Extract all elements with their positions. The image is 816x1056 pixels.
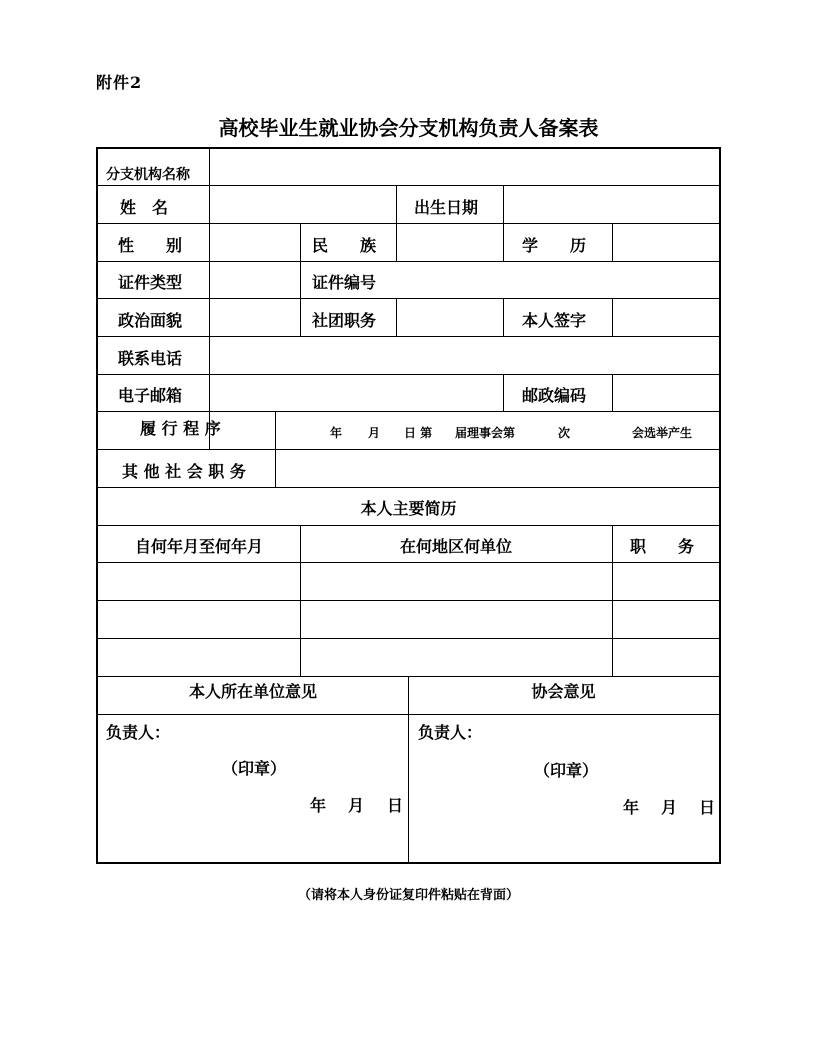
unit-date-year: 年 bbox=[310, 796, 327, 815]
birth-date-label: 出生日期 bbox=[414, 198, 479, 217]
unit-responsible-label: 负责人： bbox=[106, 723, 171, 742]
association-opinion-label: 协会意见 bbox=[531, 682, 596, 701]
procedure-year: 年 bbox=[330, 426, 343, 440]
procedure-month: 月 bbox=[368, 426, 381, 440]
assoc-responsible-label: 负责人： bbox=[418, 723, 483, 742]
attachment-label: 附件2 bbox=[96, 73, 143, 92]
resume-col-period: 自何年月至何年月 bbox=[134, 537, 263, 556]
gender-label: 性 别 bbox=[118, 236, 183, 255]
resume-col-position: 职 务 bbox=[630, 537, 695, 556]
resume-col-unit: 在何地区何单位 bbox=[399, 537, 512, 556]
procedure-label: 履 行 程 序 bbox=[140, 419, 221, 438]
other-roles-label: 其 他 社 会 职 务 bbox=[122, 462, 246, 481]
registration-form-table bbox=[96, 147, 721, 864]
branch-name-label: 分支机构名称 bbox=[106, 167, 190, 183]
name-label: 姓 名 bbox=[120, 198, 169, 217]
assoc-date-month: 月 bbox=[661, 798, 678, 817]
ethnicity-label: 民 族 bbox=[312, 236, 377, 255]
email-label: 电子邮箱 bbox=[118, 386, 183, 405]
unit-date-day: 日 bbox=[387, 796, 404, 815]
phone-label: 联系电话 bbox=[118, 349, 183, 368]
unit-date-month: 月 bbox=[348, 796, 365, 815]
procedure-elected: 会选举产生 bbox=[632, 426, 693, 440]
assoc-date-day: 日 bbox=[699, 798, 716, 817]
footer-note: （请将本人身份证复印件粘贴在背面） bbox=[297, 888, 519, 903]
form-title: 高校毕业生就业协会分支机构负责人备案表 bbox=[218, 116, 599, 140]
association-post-label: 社团职务 bbox=[312, 311, 377, 330]
unit-seal-label: （印章） bbox=[222, 759, 287, 778]
education-label: 学 历 bbox=[522, 236, 587, 255]
resume-header: 本人主要简历 bbox=[360, 499, 457, 518]
unit-opinion-label: 本人所在单位意见 bbox=[188, 682, 317, 701]
political-status-label: 政治面貌 bbox=[118, 311, 183, 330]
postcode-label: 邮政编码 bbox=[522, 386, 587, 405]
signature-label: 本人签字 bbox=[522, 311, 587, 330]
assoc-date-year: 年 bbox=[623, 798, 640, 817]
assoc-seal-label: （印章） bbox=[534, 761, 599, 780]
id-type-label: 证件类型 bbox=[118, 273, 183, 292]
id-number-label: 证件编号 bbox=[312, 273, 377, 292]
procedure-times: 次 bbox=[558, 426, 571, 440]
procedure-council: 届理事会第 bbox=[455, 426, 516, 440]
procedure-day-session: 日 第 bbox=[404, 426, 433, 440]
